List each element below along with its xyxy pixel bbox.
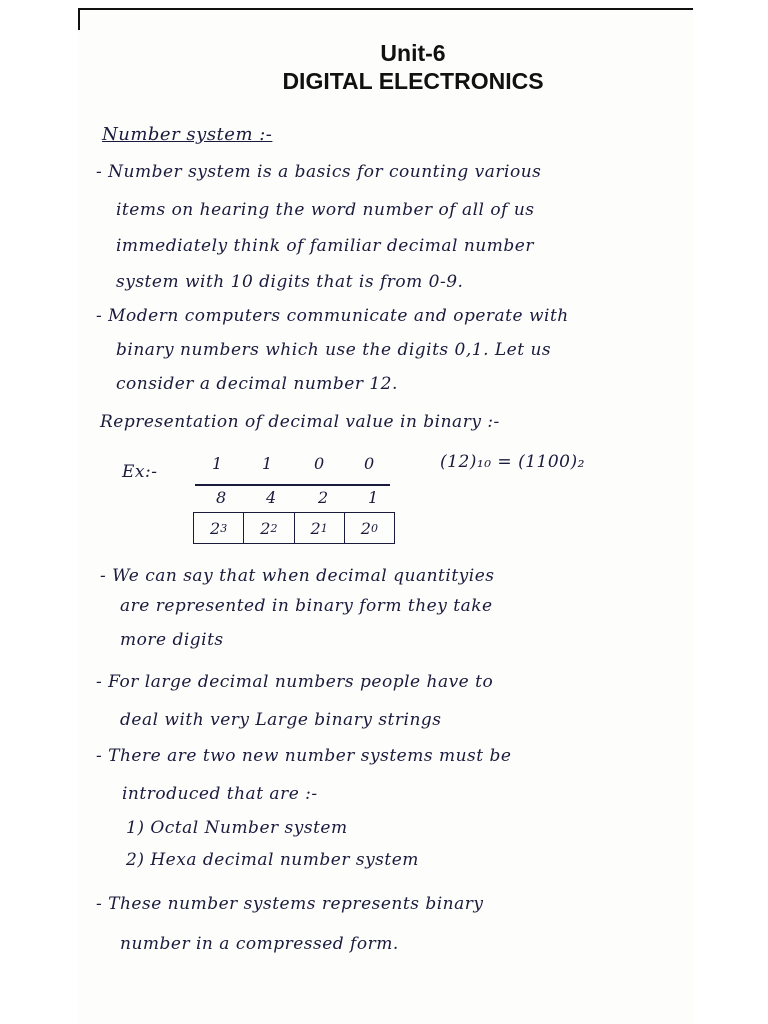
p3-line-1: - We can say that when decimal quantityies (100, 566, 495, 586)
weight-3: 2 (318, 488, 329, 507)
weight-1: 8 (216, 488, 227, 507)
section-heading: Number system :- (102, 124, 273, 145)
p1-line-3: immediately think of familiar decimal number (116, 236, 534, 256)
powers-table (193, 512, 395, 544)
subject-title: DIGITAL ELECTRONICS (282, 68, 544, 94)
p5-line-1: - There are two new number systems must be (96, 746, 512, 766)
page-left-border (78, 8, 80, 30)
power-cell: 2 3 (210, 518, 228, 538)
page-top-border (78, 8, 693, 10)
p1-line-4: system with 10 digits that is from 0-9. (116, 272, 464, 292)
list-item-octal: 1) Octal Number system (126, 818, 348, 838)
bit-1: 1 (212, 454, 223, 473)
conversion-equation: (12)₁₀ = (1100)₂ (440, 452, 585, 472)
representation-heading: Representation of decimal value in binary :- (100, 412, 500, 432)
p4-line-1: - For large decimal numbers people have to (96, 672, 494, 692)
power-cell: 2 1 (294, 513, 344, 543)
p3-line-3: more digits (120, 630, 224, 650)
list-item-hexadecimal: 2) Hexa decimal number system (126, 850, 419, 870)
p2-line-2: binary numbers which use the digits 0,1. Let us (116, 340, 552, 360)
weight-4: 1 (368, 488, 379, 507)
p5-line-2: introduced that are :- (122, 784, 318, 804)
bit-3: 0 (314, 454, 325, 473)
bit-2: 1 (262, 454, 273, 473)
p6-line-2: number in a compressed form. (120, 934, 399, 954)
p3-line-2: are represented in binary form they take (120, 596, 493, 616)
p1-line-1: - Number system is a basics for counting various (96, 162, 542, 182)
power-cell: 2 0 (344, 513, 394, 543)
p1-line-2: items on hearing the word number of all of us (116, 200, 535, 220)
p2-line-3: consider a decimal number 12. (116, 374, 398, 394)
weight-2: 4 (266, 488, 277, 507)
table-rule (195, 484, 390, 486)
p4-line-2: deal with very Large binary strings (120, 710, 442, 730)
power-cell: 2 2 (243, 513, 293, 543)
bit-4: 0 (364, 454, 375, 473)
unit-title: Unit-6 (380, 40, 446, 66)
p2-line-1: - Modern computers communicate and operate with (96, 306, 569, 326)
p6-line-1: - These number systems represents binary (96, 894, 484, 914)
example-label: Ex:- (122, 462, 158, 482)
